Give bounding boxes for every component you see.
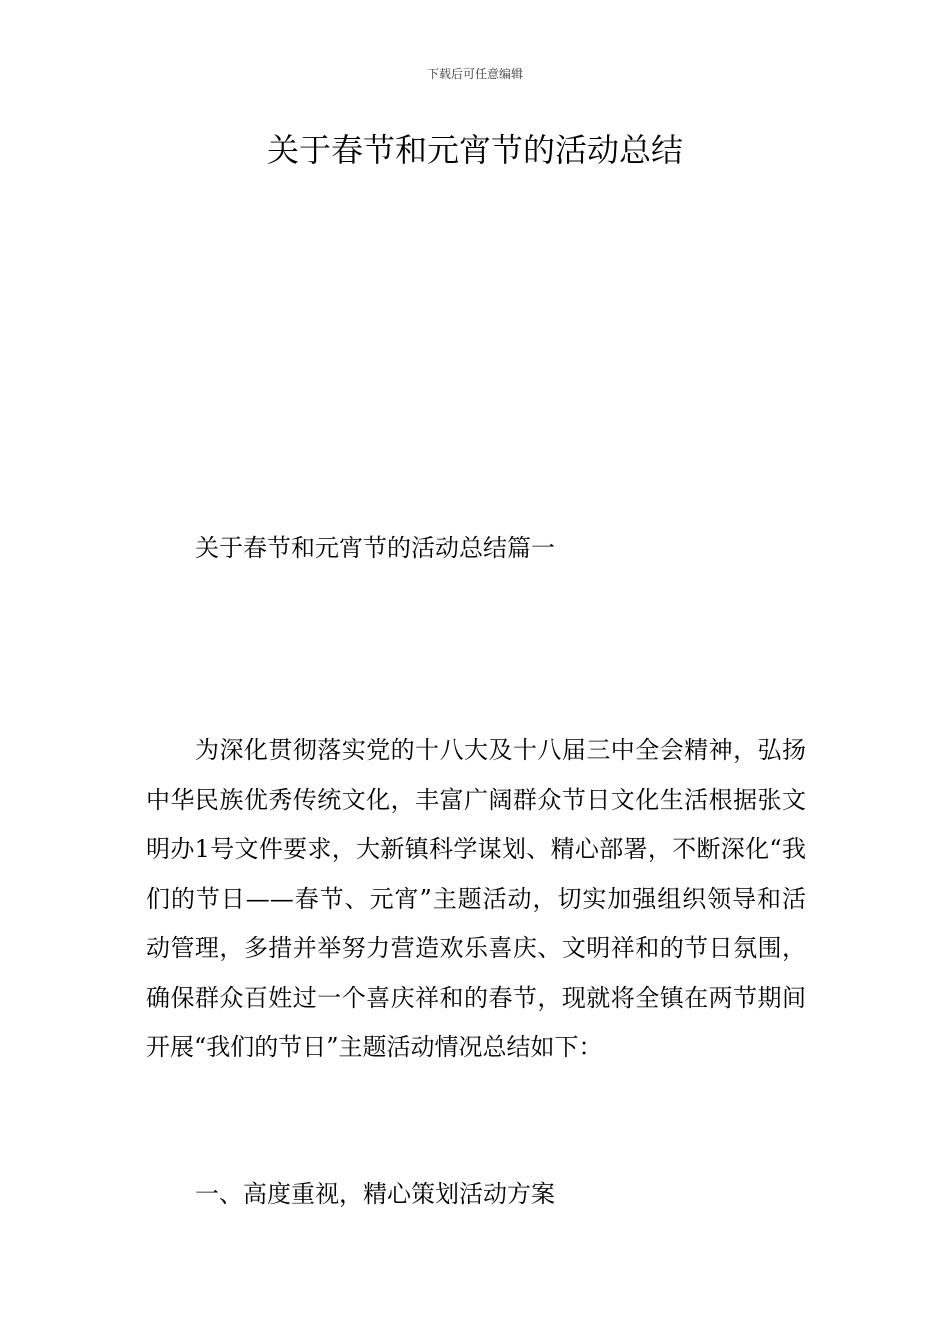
section-title: 关于春节和元宵节的活动总结篇一 [195, 534, 555, 562]
body-paragraph: 为深化贯彻落实党的十八大及十八届三中全会精神，弘扬中华民族优秀传统文化，丰富广阔群众节日文化生活根据张文明办1号文件要求，大新镇科学谋划、精心部署，不断深化“我们的节日——春节、元宵”主题活动，切实加强组织领导和活动管理，多措并举努力营造欢乐喜庆、文明祥和的节日氛围，确保群众百姓过一个喜庆祥和的春节，现就将全镇在两节期间开展“我们的节日”主题活动情况总结如下： [146, 736, 806, 1061]
header-note: 下载后可任意编辑 [426, 67, 523, 81]
subheading-one: 一、高度重视，精心策划活动方案 [195, 1180, 555, 1208]
document-title: 关于春节和元宵节的活动总结 [266, 131, 683, 169]
